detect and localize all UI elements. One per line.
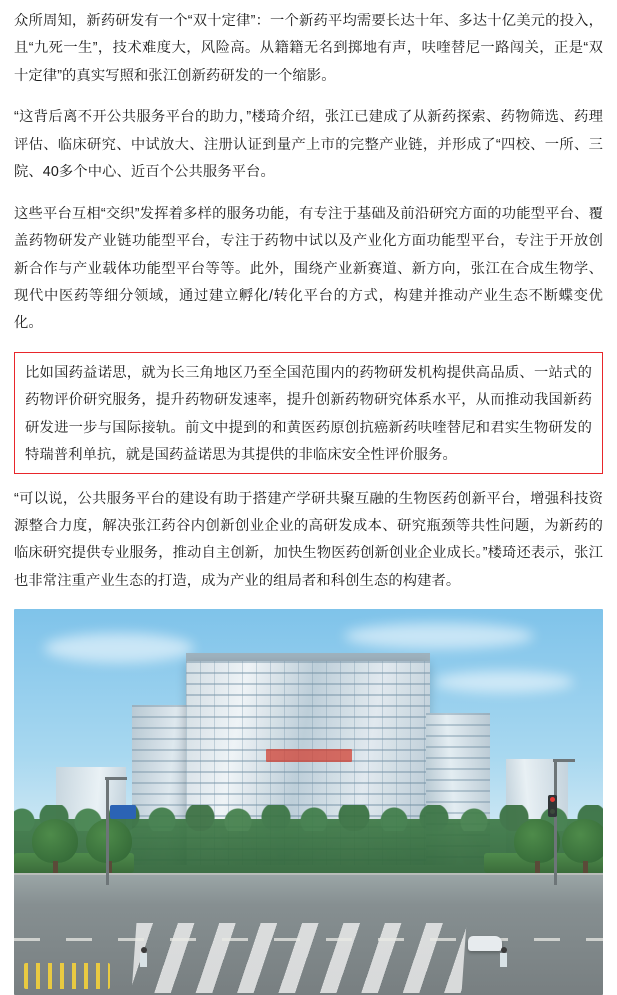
cloud-shape [344,623,534,649]
lane-marking [14,938,603,941]
road-sign [110,805,136,819]
cloud-shape [434,671,574,693]
paragraph-1: 众所周知，新药研发有一个“双十定律”：一个新药平均需要长达十年、多达十亿美元的投入，且“九死一生”，技术难度大，风险高。从籍籍无名到掷地有声，呋喹替尼一路闯关，正是“双十定律”的真实写照和张江创新药研发的一个缩影。 [14,13,603,84]
traffic-light [548,795,557,817]
cloud-shape [44,633,194,663]
street-light-pole [554,759,557,885]
street-light-pole [106,777,109,885]
zhangjiang-street-photo [14,609,603,995]
street-tree [562,819,603,877]
pedestrian [140,947,147,967]
highlighted-paragraph-box [14,352,603,474]
street-tree [32,819,78,877]
parked-car [468,936,502,951]
pedestrian [500,947,507,967]
paragraph-4: “可以说，公共服务平台的建设有助于搭建产学研共聚互融的生物医药创新平台，增强科技资源整合力度，解决张江药谷内创新创业企业的高研发成本、研究瓶颈等共性问题，为新药的临床研究提供专业服务，推动自主创新，加快生物医药创新创业企业成长。”楼琦还表示，张江也非常注重产业生态的打造，成为产业的组局者和科创生态的构建者。 [14,490,603,589]
article-photo-wrapper [0,609,617,995]
paragraph-3: 这些平台互相“交织”发挥着多样的服务功能，有专注于基础及前沿研究方面的功能型平台、覆盖药物研发产业链功能型平台，专注于药物中试以及产业化方面功能型平台，专注于开放创新合作与产业载体功能型平台等等。此外，围绕产业新赛道、新方向，张江在合成生物学、现代中医药等细分领域，通过建立孵化/转化平台的方式，构建并推动产业生态不断蝶变优化。 [14,205,603,332]
highlighted-paragraph-text: 比如国药益诺思，就为长三角地区乃至全国范围内的药物研发机构提供高品质、一站式的药物评价研究服务，提升药物研发速率，提升创新药物研究体系水平，从而推动我国新药研发进一步与国际接轨。前文中提到的和黄医药原创抗癌新药呋喹替尼和君实生物研发的特瑞普利单抗，就是国药益诺思为其提供的非临床安全性评价服务。 [25,364,592,464]
building-signage [266,749,352,762]
paragraph-2: “这背后离不开公共服务平台的助力，”楼琦介绍，张江已建成了从新药探索、药物筛选、药理评估、临床研究、中试放大、注册认证到量产上市的完整产业链，并形成了“四校、一所、三院、40多个中心、近百个公共服务平台。 [14,109,603,181]
street-tree [86,819,132,877]
shared-bicycles-row [24,963,110,989]
crosswalk-stripes [132,923,467,993]
